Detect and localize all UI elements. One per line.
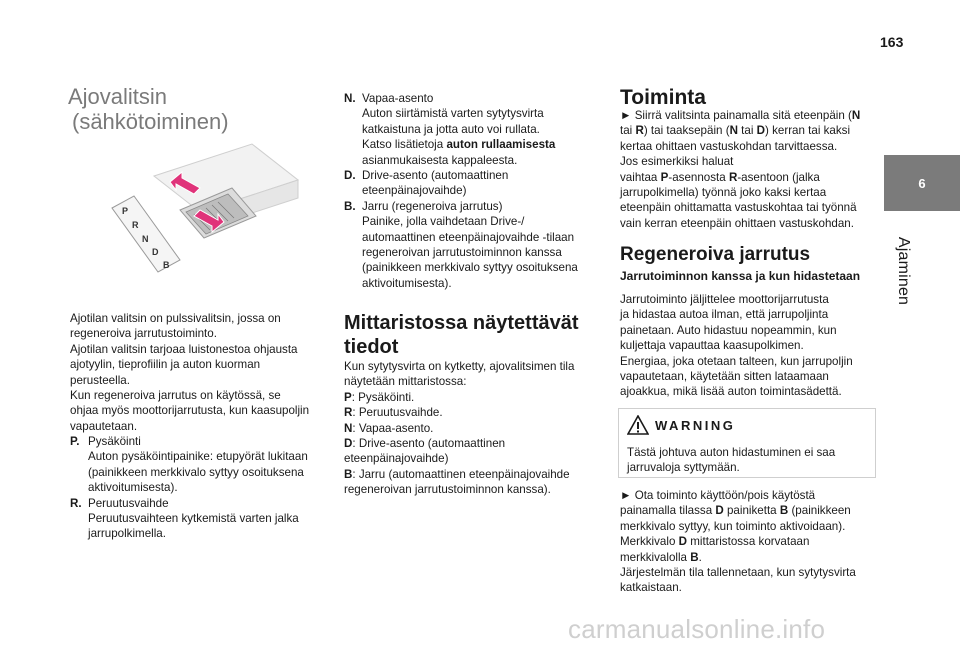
intro-line: Kun sytytysvirta on kytketty, ajovalitsimen tila [344,360,575,373]
intro-line: Ajotilan valitsin tarjoaa luistonestoa ohjausta [70,342,298,356]
def-title: Peruutusvaihde [88,496,169,510]
text-line: eteenpäin ohittamatta vastuskohtaa tai työnnä [620,201,857,215]
warning-triangle-icon [627,415,649,435]
indicator-line [344,436,584,451]
indicator-key: D [344,437,353,451]
text-line: vain kerran eteenpäin ohittaen vastuskohdan. [620,216,854,230]
indicator-line [344,451,584,466]
warning-box [618,408,876,478]
gear-selector-title [68,84,229,134]
text-run: ► Siirrä valitsinta painamalla sitä eteenpäin ( [620,109,852,122]
intro-line: regeneroiva jarrutustoiminto. [70,327,217,341]
bold-key: D [756,124,765,138]
def-line: regeneroivan jarrutustoiminnon kanssa [362,246,562,260]
activation-paragraph [620,488,880,596]
bold-key: N [851,109,861,122]
text-line: ► Ota toiminto käyttöön/pois käytöstä [620,489,816,502]
indicator-text: : Vapaa-asento. [352,421,434,435]
def-line: (painikkeen merkkivalo syttyy osoituksena [362,261,578,275]
def-line: Katso lisätietoja [362,138,444,152]
text-line: kuljettaja vapauttaa kaasupolkimen. [620,339,804,353]
text-line: jarrupolkimella) työnnä joko kaksi kertaa [620,186,827,200]
text-line: Tästä johtuva auton hidastuminen ei saa [627,446,836,459]
text-run: ) tai taaksepäin ( [643,124,730,138]
chapter-title-text: Ajaminen [895,236,912,306]
intro-line: Ajotilan valitsin on pulssivalitsin, jossa on [70,312,281,325]
def-title: Pysäköinti [88,435,141,448]
text-run: tai [620,124,636,138]
text-line: Energiaa, joka otetaan talteen, kun jarrupoljin [620,354,853,368]
indicator-d: D [152,247,159,257]
bold-key: D [678,535,688,549]
def-title: Vapaa-asento [362,92,434,105]
watermark: carmanualsonline.info [568,614,826,644]
bold-reference: auton rullaamisesta [446,138,556,152]
def-line: Painike, jolla vaihdetaan Drive-/ [362,215,525,229]
bold-key: D [715,504,724,518]
section-title-line: Mittaristossa näytettävät [344,312,579,334]
text-line: ajoakkua, mikä lisää auton toimintasädettä. [620,385,842,399]
chapter-tab[interactable] [884,155,960,211]
intro-line: ohjaa myös moottorijarrutusta, kun kaasupoljin [70,404,310,418]
def-reverse [70,496,330,542]
indicator-p: P [122,206,129,216]
indicator-text: eteenpäinajovaihde) [344,452,449,466]
definitions-list-2 [344,91,584,291]
text-run: vaihtaa [620,170,661,184]
text-run: -asennosta [668,170,729,184]
intro-line: Kun regeneroiva jarrutus on käytössä, se [70,389,281,403]
bold-key: P [660,170,669,184]
text-line: merkkivalo syttyy, kun toiminto aktivoidaan). [620,519,846,533]
section-title-line: tiedot [344,336,399,358]
def-key: P. [70,435,80,448]
text-line: ja hidastaa autoa ilman, että jarrupoljinta [620,308,829,322]
regen-paragraph [620,292,880,400]
def-line: aktivoitumisesta). [88,481,178,495]
text-line: Järjestelmän tila tallennetaan, kun sytytysvirta [620,566,856,580]
text-run: . [698,550,702,564]
def-line: Auton pysäköintipainike: etupyörät lukitaan [88,450,308,464]
warning-title: WARNING [655,417,736,433]
text-run: ) kerran tai kaksi [765,124,851,138]
indicator-line [344,467,584,482]
def-brake [344,199,584,291]
bold-key: R [635,124,644,138]
intro-paragraph [70,311,330,434]
def-key: B. [344,199,356,213]
bold-key: N [729,124,738,138]
text-line: vapautetaan, käytetään sitten lataamaan [620,370,829,384]
indicator-text: : Jarru (automaattinen eteenpäinajovaihde [352,467,570,481]
definitions-list [70,434,330,542]
def-line: Auton siirtämistä varten sytytysvirta [362,107,544,121]
def-line: eteenpäinajovaihde) [362,184,467,198]
chapter-title [893,222,913,332]
text-run: -asentoon (jalka [737,170,820,184]
def-line: asianmukaisesta kappaleesta. [362,153,518,167]
indicator-text: regeneroivan jarrutustoiminnon kanssa). [344,483,551,497]
def-line: Peruutusvaihteen kytkemistä varten jalka [88,512,299,526]
operation-paragraph [620,108,880,231]
def-line: automaattinen eteenpäinajovaihde -tilaan [362,230,575,244]
def-line: aktivoitumisesta). [362,276,452,290]
bold-key: B [690,550,699,564]
indicator-b: B [163,260,170,270]
def-key: D. [344,169,356,183]
gear-selector-illustration [102,138,302,288]
indicator-text: : Drive-asento (automaattinen [352,437,506,451]
text-run: (painikkeen [788,504,851,518]
def-title: Drive-asento (automaattinen [362,169,509,183]
def-parking [70,434,330,496]
text-line: Jos esimerkiksi haluat [620,155,734,169]
text-run: Merkkivalo [620,535,679,549]
text-line: jarruvaloja syttymään. [627,461,740,475]
indicator-text: : Peruutusvaihde. [352,406,443,420]
indicator-line [344,390,584,405]
indicator-key: R [344,406,353,420]
text-line: Jarrutoiminto jäljittelee moottorijarrutusta [620,293,829,306]
bold-key: R [728,170,738,184]
intro-line: perusteella. [70,373,130,387]
title-line-2: (sähkötoiminen) [72,109,229,134]
page-number: 163 [880,34,904,50]
def-key: N. [344,92,356,105]
text-run: painiketta [723,504,780,518]
indicator-key: P [344,390,352,404]
section-title-operation: Toiminta [620,86,706,109]
indicator-line [344,421,584,436]
indicator-line [344,482,584,497]
warning-text [627,445,867,476]
indicator-text: : Pysäköinti. [351,390,415,404]
text-run: merkkivalolla [620,550,691,564]
intro-line: vapautetaan. [70,419,138,433]
def-drive [344,168,584,199]
section-title-display-info [344,311,584,359]
indicator-key: B [344,467,353,481]
def-neutral [344,91,584,168]
indicator-r: R [132,220,139,230]
indicator-n: N [142,234,149,244]
text-run: tai [737,124,757,138]
text-line: katkaistaan. [620,581,682,595]
def-line: jarrupolkimella. [88,527,166,541]
def-line: katkaistuna ja jotta auto voi rullata. [362,122,540,136]
subsection-title: Jarrutoiminnon kanssa ja kun hidastetaan [620,269,861,283]
bold-key: B [779,504,789,518]
def-line: (painikkeen merkkivalo syttyy osoituksena [88,465,304,479]
indicator-key: N [344,421,353,435]
indicator-line [344,405,584,420]
text-line: kertaa ohittaen vastuskohdan tarvittaessa. [620,139,838,153]
def-key: R. [70,496,82,510]
intro-line: ajotyylin, tieprofiilin ja auton kuorman [70,358,261,372]
warning-header [627,415,735,435]
title-line-1: Ajovalitsin [68,84,168,109]
def-title: Jarru (regeneroiva jarrutus) [362,199,503,213]
text-line: painetaan. Auto hidastuu nopeammin, kun [620,323,837,337]
display-info-paragraph [344,359,584,498]
chapter-number: 6 [918,175,926,191]
intro-line: näytetään mittaristossa: [344,375,467,389]
text-run: mittaristossa korvataan [687,535,810,549]
section-title-regen-braking: Regeneroiva jarrutus [620,244,811,265]
text-run: painamalla tilassa [620,504,716,518]
